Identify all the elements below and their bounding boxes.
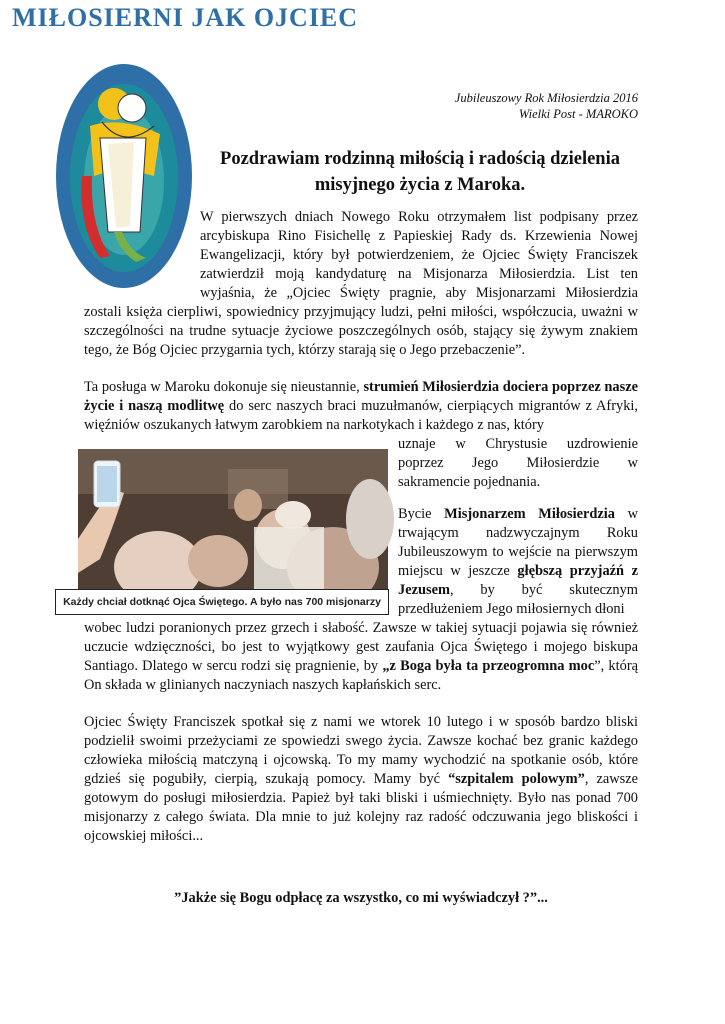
p1-line-4: zatwierdził moją kandydaturę na Misjonarza Miłosierdzia. List ten bbox=[200, 266, 638, 282]
header-info bbox=[455, 90, 638, 122]
p1-line-2: arcybiskupa Rino Fisichellę z Papieskiej Rady ds. Krzewienia Nowej bbox=[200, 228, 638, 244]
p3-text-c: w trwającym nadzwyczajnym Roku Jubileuszowym to wejście na pierwszym miejscu w jeszcze bbox=[398, 506, 638, 579]
p3-bold-1: Misjonarzem Miłosierdzia bbox=[444, 506, 615, 522]
title-line-1: Pozdrawiam rodzinną miłością i radością dzielenia bbox=[220, 149, 620, 169]
logo-text: MIŁOSIERNI JAK OJCIEC bbox=[12, 3, 359, 32]
closing-quote: ”Jakże się Bogu odpłacę za wszystko, co mi wyświadczył ?”... bbox=[174, 890, 548, 906]
title-line-2: misyjnego życia z Maroka. bbox=[314, 175, 526, 195]
p4-text-a: Ojciec Święty Franciszek spotkał się z nami we wtorek 10 lutego i w sposób bardzo bliski podzielił swoimi przeżyciami ze spowiedzi swego życia. Zawsze kochać bez granic każdego człowieka miłością matczyną i ojcowską. To my mamy wychodzić na spotkanie osób, które gdzieś się pogubiły, cierpią, szukają pomocy. Mamy być bbox=[84, 714, 638, 787]
p4-text-c: , zawsze gotowym do posługi miłosierdzia. Papież był taki bliski i uśmiechnięty. Było nas ponad 700 misjonarzy z całego świata. Dla mnie to już kolejny raz radość odczuwania jego bliskości i ojcowskiej miłości... bbox=[84, 771, 638, 844]
p2-bold: strumień Miłosierdzia dociera poprzez nasze życie i naszą modlitwę bbox=[84, 379, 638, 414]
p2-wrap: uznaje w Chrystusie uzdrowienie poprzez Jego Miłosierdzie w sakramencie pojednania. bbox=[398, 436, 638, 490]
p3-bold-3: „z Boga była ta przeogromna moc bbox=[382, 658, 595, 674]
p1-line-1: W pierwszych dniach Nowego Roku otrzymałem list podpisany przez bbox=[200, 209, 638, 225]
header-line-2: Wielki Post - MAROKO bbox=[518, 107, 638, 121]
p3-text-f: wobec ludzi poranionych przez grzech i słabość. Zawsze w takiej sytuacji pojawia się również uczucie wdzięczności, bo jest to wyjątkowy gest zaufania Ojca Świętego i mojego biskupa Santiago. Dlatego w sercu rodzi się pragnienie, by bbox=[84, 620, 638, 674]
header-line-1: Jubileuszowy Rok Miłosierdzia 2016 bbox=[454, 91, 638, 105]
paragraph-3 bbox=[84, 505, 638, 695]
paragraph-4 bbox=[84, 713, 638, 846]
p2-text-a: Ta posługa w Maroku dokonuje się nieustannie, bbox=[84, 379, 364, 395]
p2-text-c: do serc naszych braci muzułmanów, cierpiących migrantów z Afryki, więźniów oszukanych łatwym zarobkiem na narkotykach i każdego z nas, który bbox=[84, 398, 638, 433]
p1-rest: zostali księża cierpliwi, spowiednicy przyjmujący ludzi, pełni miłości, współczucia, uważni w szczególności na trudne sytuacje życiowe poszczególnych osób, stający się żywym znakiem tego, że Bóg Ojciec przygarnia tych, którzy starają się o Jego przebaczenie”. bbox=[84, 304, 638, 358]
p3-full bbox=[84, 619, 638, 695]
page-title bbox=[195, 146, 645, 198]
p3-text-h: ”, którą On składa w glinianych naczyniach naszych kapłańskich serc. bbox=[84, 658, 638, 693]
paragraph-1 bbox=[84, 208, 638, 360]
p3-bold-2: głębszą przyjaźń z Jezusem bbox=[398, 563, 639, 598]
p3-text-e: , by być skutecznym przedłużeniem Jego miłosiernych dłoni bbox=[398, 582, 638, 617]
p1-line-3: Ewangelizacji, który był potwierdzeniem, że Ojciec Święty Franciszek bbox=[200, 247, 638, 263]
p1-line-5: wyjaśnia, że „Ojciec Święty pragnie, aby Misjonarzami Miłosierdzia bbox=[200, 285, 638, 301]
p4-bold: “szpitalem polowym” bbox=[448, 771, 585, 787]
paragraph-1-indented bbox=[200, 208, 638, 303]
p3-text-a: Bycie bbox=[398, 506, 445, 522]
p3-wrap bbox=[398, 505, 638, 619]
photo-caption: Każdy chciał dotknąć Ojca Świętego. A było nas 700 misjonarzy bbox=[55, 589, 389, 615]
